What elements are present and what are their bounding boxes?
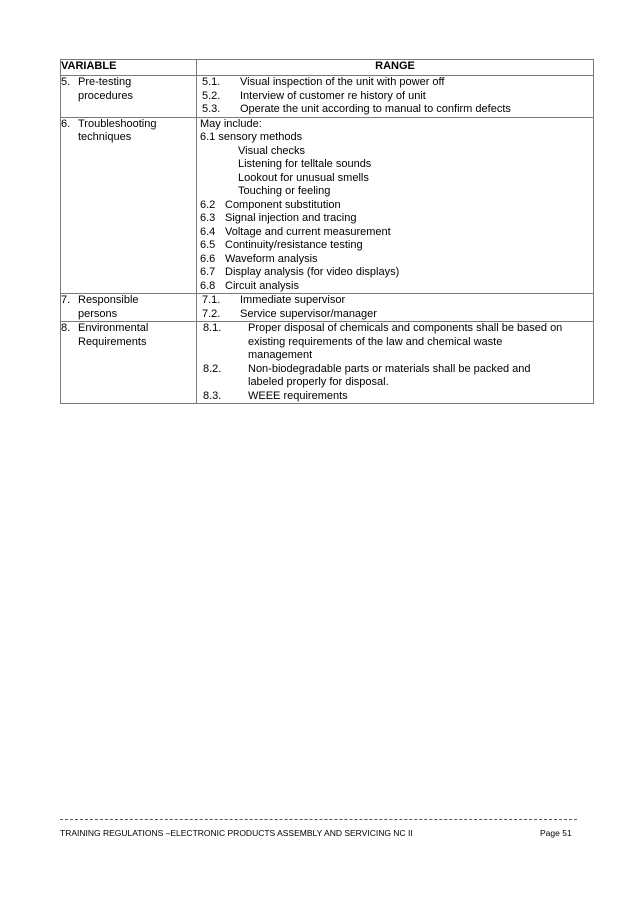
range-cell [197, 117, 594, 294]
item-text-line: labeled properly for disposal. [248, 376, 389, 388]
item-number: 6.2 [200, 198, 216, 211]
item-number: 6.8 [200, 279, 216, 292]
variable-number: 6. [61, 117, 71, 130]
item-text: Visual inspection of the unit with power off [240, 76, 445, 88]
footer-title: TRAINING REGULATIONS –ELECTRONIC PRODUCTS ASSEMBLY AND SERVICING NC II [60, 828, 413, 838]
table-row [61, 76, 594, 118]
item-number: 7.2. [202, 307, 221, 320]
variable-label-line: Environmental [78, 322, 149, 334]
item-text-line: Non-biodegradable parts or materials shall be packed and [248, 362, 531, 375]
item-text-line: management [248, 349, 313, 361]
item-number: 7.1. [202, 294, 221, 306]
variable-cell [61, 294, 197, 322]
item-text: Component substitution [225, 198, 341, 211]
item-text: Waveform analysis [225, 252, 318, 265]
item-text: Continuity/resistance testing [225, 239, 363, 251]
item-text-line: Proper disposal of chemicals and components shall be based on [248, 322, 563, 334]
table-row [61, 294, 594, 322]
table-header-row [61, 60, 594, 76]
range-cell [197, 322, 594, 404]
item-number: 8.3. [203, 389, 222, 402]
header-variable: VARIABLE [61, 60, 197, 76]
variable-cell [61, 76, 197, 118]
item-text: Interview of customer re history of unit [240, 89, 426, 102]
item-number: 8.1. [203, 322, 222, 334]
item-text-line: existing requirements of the law and chemical waste [248, 335, 503, 348]
item-number: 6.3 [200, 212, 216, 224]
item-number: 6.6 [200, 252, 216, 265]
item-text: Signal injection and tracing [225, 212, 357, 224]
item-text: Display analysis (for video displays) [225, 266, 400, 278]
variable-label-line: Responsible [78, 294, 139, 306]
variable-number: 8. [61, 322, 71, 334]
range-cell [197, 294, 594, 322]
variable-label-line: Troubleshooting [78, 117, 157, 130]
item-number: 8.2. [203, 362, 222, 375]
table-row [61, 322, 594, 404]
item-number: 6.5 [200, 239, 216, 251]
range-cell [197, 76, 594, 118]
item-text: Voltage and current measurement [225, 225, 391, 238]
intro-text: May include: [200, 117, 262, 130]
variable-number: 7. [61, 294, 71, 306]
variable-label-line: techniques [78, 131, 132, 143]
header-range: RANGE [197, 60, 594, 76]
item-number: 6.7 [200, 266, 216, 278]
variable-label-line: persons [78, 307, 118, 320]
item-text: Operate the unit according to manual to confirm defects [240, 103, 511, 115]
variable-cell [61, 117, 197, 294]
item-number: 6.4 [200, 225, 216, 238]
table-row [61, 117, 594, 294]
variable-label-line: Requirements [78, 335, 147, 348]
variable-cell [61, 322, 197, 404]
variable-number: 5. [61, 76, 71, 88]
sensory-heading: 6.1 sensory methods [200, 131, 303, 143]
range-table [60, 59, 594, 404]
sensory-item: Visual checks [238, 144, 306, 157]
item-number: 5.1. [202, 76, 221, 88]
sensory-item: Touching or feeling [238, 185, 331, 197]
footer-divider [60, 819, 577, 820]
sensory-item: Lookout for unusual smells [238, 171, 369, 184]
item-number: 5.2. [202, 89, 221, 102]
item-text: Immediate supervisor [240, 294, 346, 306]
item-text: Service supervisor/manager [240, 307, 377, 320]
item-text-line: WEEE requirements [248, 389, 348, 402]
variable-label-line: Pre-testing [78, 76, 132, 88]
variable-label-line: procedures [78, 89, 134, 102]
sensory-item: Listening for telltale sounds [238, 158, 372, 170]
item-text: Circuit analysis [225, 279, 299, 292]
footer-page-number: Page 51 [540, 828, 572, 838]
item-number: 5.3. [202, 103, 221, 115]
